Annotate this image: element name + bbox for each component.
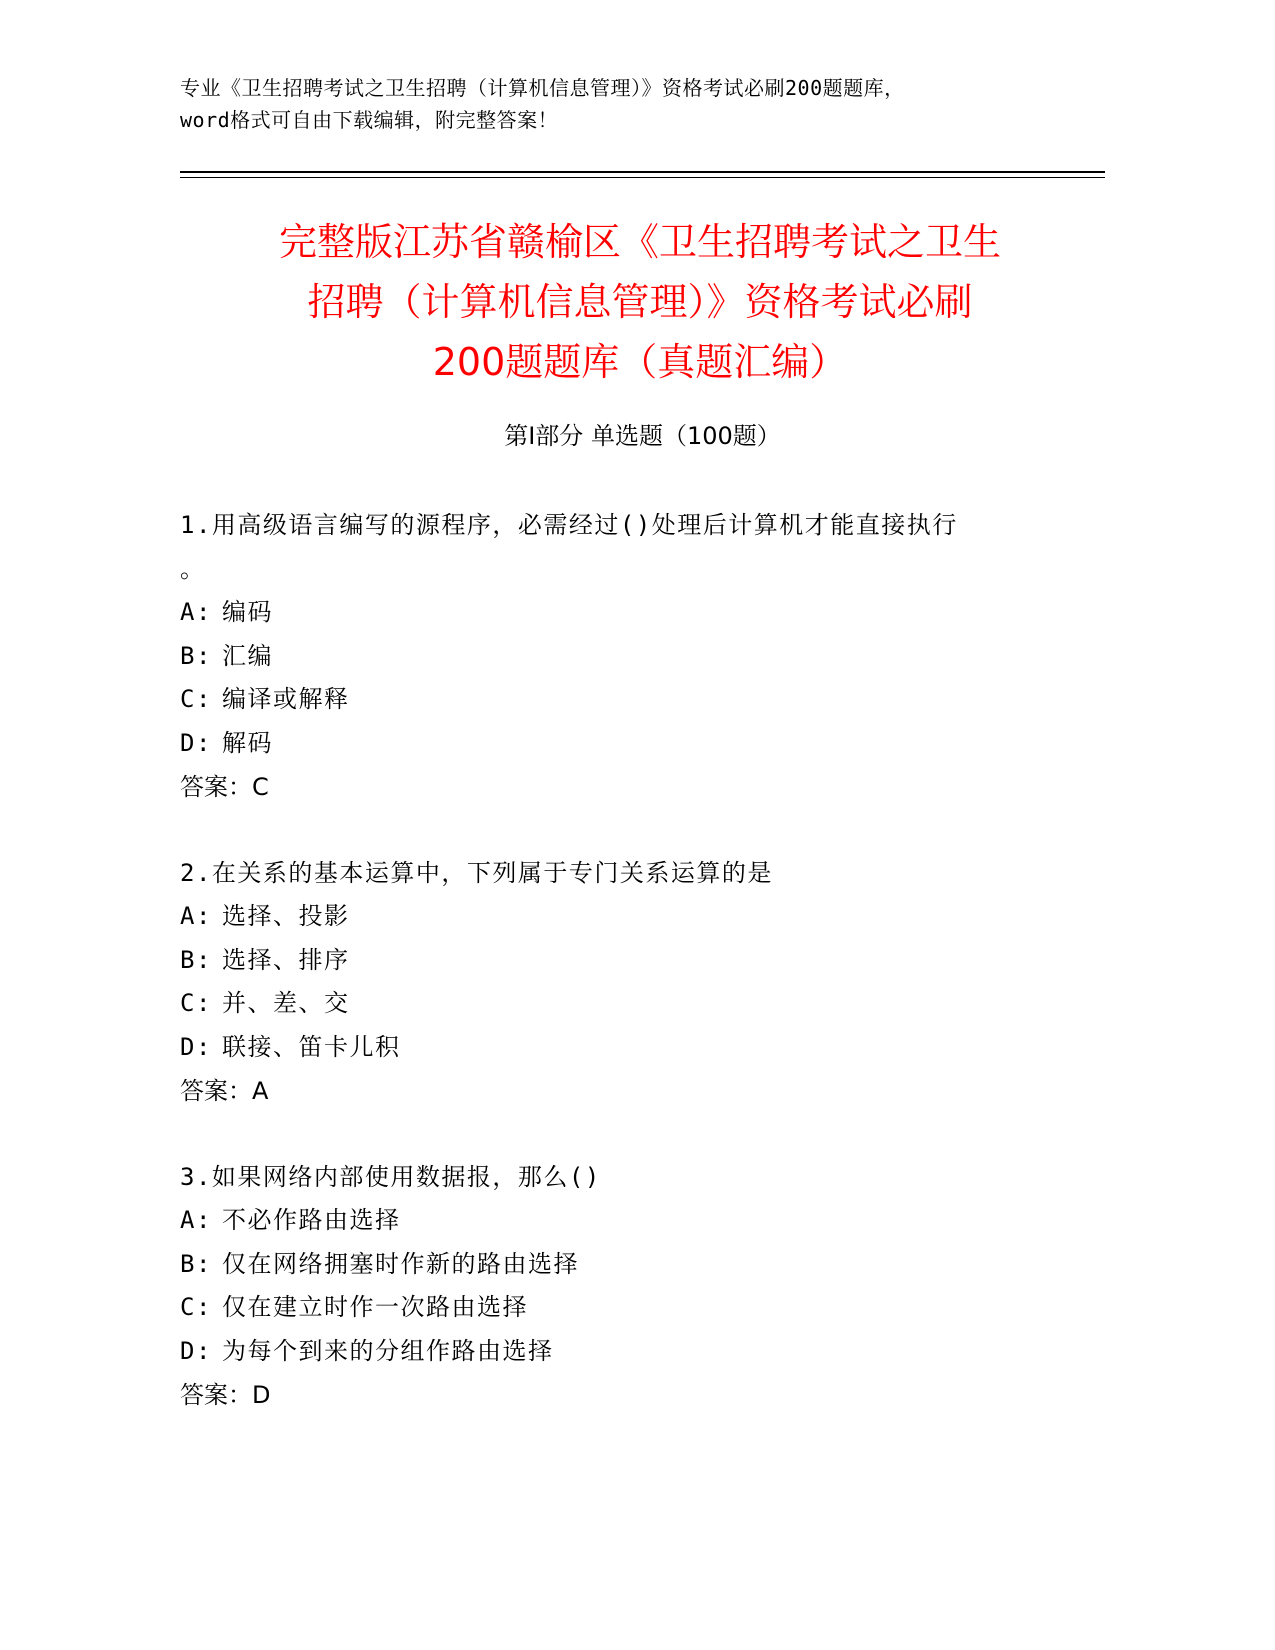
option-label: D: — [180, 1336, 212, 1365]
header-divider-thick — [180, 171, 1105, 173]
option-label: B: — [180, 1249, 212, 1278]
option-a — [180, 591, 1110, 635]
question-2 — [180, 851, 1110, 1113]
question-stem: 3.如果网络内部使用数据报，那么() — [180, 1163, 601, 1191]
option-text: 仅在建立时作一次路由选择 — [222, 1293, 528, 1322]
header-divider-thin — [180, 177, 1105, 178]
answer: 答案：A — [180, 1077, 269, 1106]
header-note-line-2: word格式可自由下载编辑，附完整答案！ — [180, 108, 559, 132]
option-b — [180, 635, 1110, 679]
option-d — [180, 722, 1110, 766]
option-c — [180, 678, 1110, 722]
option-label: D: — [180, 728, 212, 757]
option-d — [180, 1330, 1110, 1374]
question-3 — [180, 1155, 1110, 1417]
option-text: 并、差、交 — [222, 989, 350, 1018]
option-label: A: — [180, 1206, 212, 1234]
option-b — [180, 1243, 1110, 1287]
document-title — [140, 212, 1140, 392]
option-text: 为每个到来的分组作路由选择 — [222, 1336, 554, 1365]
option-c — [180, 982, 1110, 1026]
option-label: C: — [180, 685, 212, 714]
option-text: 联接、笛卡儿积 — [222, 1032, 401, 1061]
document-title-line-3: 200题题库（真题汇编） — [432, 340, 848, 384]
question-1 — [180, 503, 1110, 809]
option-label: B: — [180, 641, 212, 670]
option-text: 选择、排序 — [222, 945, 350, 974]
option-text: 仅在网络拥塞时作新的路由选择 — [222, 1249, 579, 1278]
option-a — [180, 895, 1110, 939]
option-c — [180, 1286, 1110, 1330]
option-text: 选择、投影 — [222, 902, 350, 930]
option-label: A: — [180, 598, 212, 626]
question-stem-continuation: 。 — [180, 555, 206, 583]
option-text: 编码 — [222, 598, 273, 626]
option-d — [180, 1026, 1110, 1070]
question-stem: 2.在关系的基本运算中，下列属于专门关系运算的是 — [180, 859, 773, 887]
option-b — [180, 939, 1110, 983]
option-text: 解码 — [222, 728, 273, 757]
option-label: A: — [180, 902, 212, 930]
document-title-line-1: 完整版江苏省赣榆区《卫生招聘考试之卫生 — [278, 220, 1001, 264]
option-label: D: — [180, 1032, 212, 1061]
option-label: C: — [180, 989, 212, 1018]
answer: 答案：C — [180, 773, 269, 802]
header-note — [180, 72, 1100, 136]
answer: 答案：D — [180, 1381, 271, 1410]
option-text: 汇编 — [222, 641, 273, 670]
document-title-line-2: 招聘（计算机信息管理）》资格考试必刷 — [307, 280, 973, 324]
option-label: C: — [180, 1293, 212, 1322]
section-title: 第Ⅰ部分 单选题（100题） — [504, 422, 781, 450]
option-text: 编译或解释 — [222, 685, 350, 714]
option-label: B: — [180, 945, 212, 974]
header-note-line-1: 专业《卫生招聘考试之卫生招聘（计算机信息管理）》资格考试必刷200题题库， — [180, 76, 905, 100]
option-a — [180, 1199, 1110, 1243]
question-stem: 1.用高级语言编写的源程序，必需经过()处理后计算机才能直接执行 — [180, 511, 958, 539]
option-text: 不必作路由选择 — [222, 1206, 401, 1234]
